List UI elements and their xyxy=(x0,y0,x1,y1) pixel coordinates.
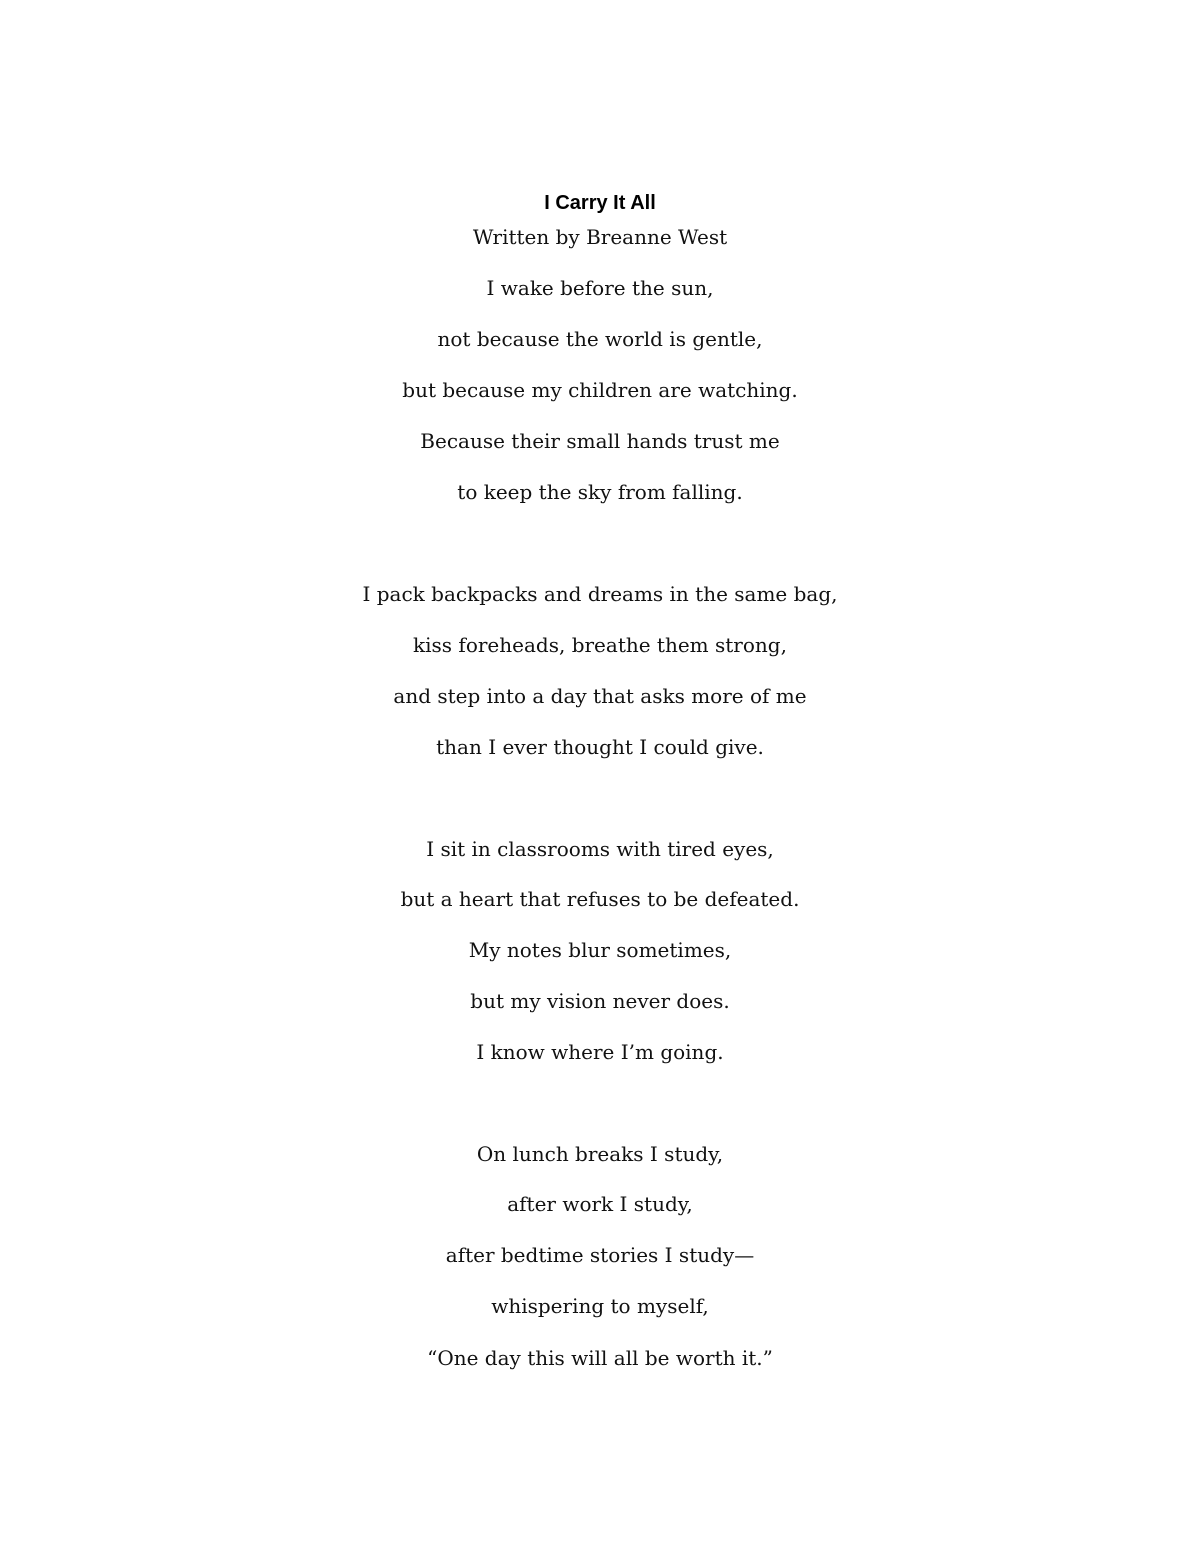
poem-line: “One day this will all be worth it.” xyxy=(427,1346,773,1370)
poem-line: Because their small hands trust me xyxy=(420,429,780,453)
poem-line: than I ever thought I could give. xyxy=(436,735,764,759)
poem-line: after work I study, xyxy=(507,1192,693,1216)
poem-line: not because the world is gentle, xyxy=(437,327,763,351)
poem-line: kiss foreheads, breathe them strong, xyxy=(413,633,787,657)
poem-line: but my vision never does. xyxy=(470,989,730,1013)
poem-line: I sit in classrooms with tired eyes, xyxy=(426,837,774,861)
poem-line: but because my children are watching. xyxy=(402,378,798,402)
poem-byline: Written by Breanne West xyxy=(472,225,728,249)
poem-line: I wake before the sun, xyxy=(486,276,714,300)
poem-line: I pack backpacks and dreams in the same bag, xyxy=(362,582,838,606)
poem-line: whispering to myself, xyxy=(491,1294,709,1318)
poem-line: but a heart that refuses to be defeated. xyxy=(400,887,800,911)
poem-line: after bedtime stories I study— xyxy=(445,1243,755,1267)
poem-line: I know where I’m going. xyxy=(476,1040,724,1064)
poem-line: and step into a day that asks more of me xyxy=(393,684,807,708)
poem-line: On lunch breaks I study, xyxy=(476,1142,724,1166)
poem-title: I Carry It All xyxy=(544,192,656,214)
poem-line: My notes blur sometimes, xyxy=(468,938,732,962)
poem-line: to keep the sky from falling. xyxy=(457,480,743,504)
